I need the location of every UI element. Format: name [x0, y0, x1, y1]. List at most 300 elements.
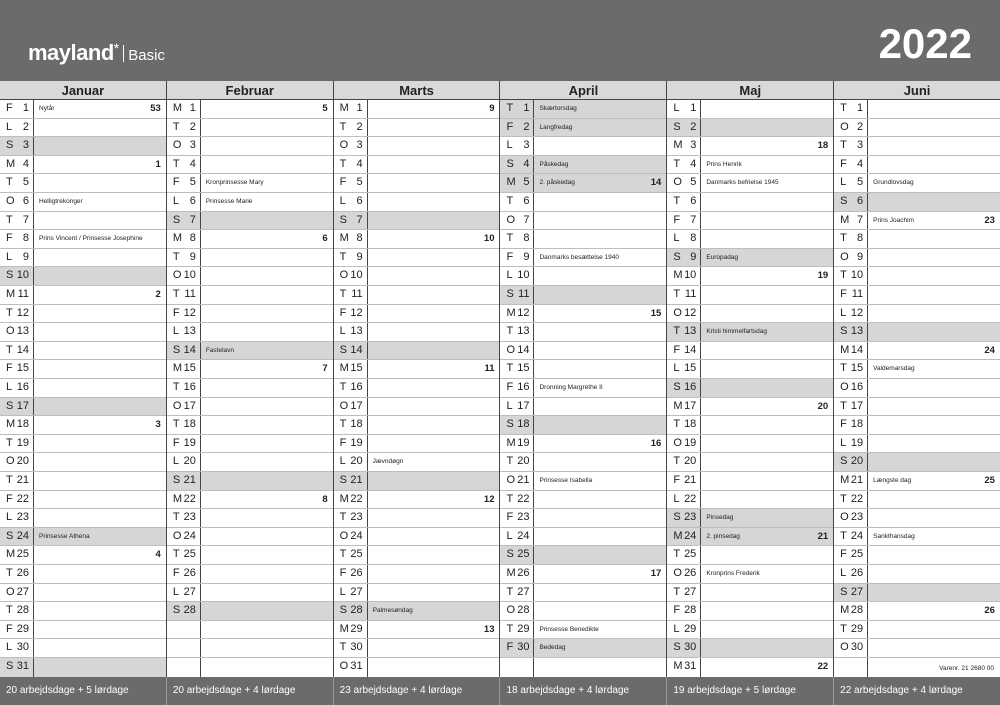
day-cell [0, 379, 34, 397]
weekday-letter: M [506, 436, 516, 449]
week-number: 8 [322, 493, 328, 505]
day-number: 2 [857, 120, 864, 133]
day-row [334, 621, 500, 640]
day-cell [167, 584, 201, 602]
day-row [0, 379, 166, 398]
month-name: Maj [667, 81, 833, 100]
weekday-letter: M [673, 660, 683, 672]
weekday-letter: M [673, 399, 683, 412]
day-row [0, 174, 166, 193]
day-number: 30 [16, 641, 29, 654]
weekday-letter: S [339, 213, 347, 226]
day-cell [0, 565, 34, 583]
weekday-letter: T [6, 213, 13, 226]
day-number: 1 [523, 102, 530, 114]
weekday-letter: S [172, 474, 181, 486]
weekday-letter: T [6, 567, 13, 579]
weekday-letter: S [840, 195, 848, 207]
weekday-letter: T [6, 306, 13, 319]
day-cell [667, 621, 701, 639]
weekday-letter: F [172, 176, 180, 189]
day-row [834, 286, 1000, 305]
weekday-letter: T [673, 585, 681, 598]
weekday-letter: F [339, 436, 347, 449]
month-footer-summary: 18 arbejdsdage + 4 lørdage [500, 677, 667, 705]
day-number: 30 [850, 641, 864, 654]
holiday-label: Længste dag [873, 477, 912, 484]
header-bar [0, 0, 1000, 81]
day-cell [0, 305, 34, 323]
day-number: 5 [22, 176, 29, 189]
day-row [334, 398, 500, 417]
day-row [0, 305, 166, 324]
day-row [334, 416, 500, 435]
day-row [500, 528, 666, 547]
weekday-letter: T [506, 622, 514, 635]
day-cell [834, 267, 868, 285]
day-number: 7 [523, 213, 530, 226]
day-row [0, 584, 166, 603]
weekday-letter: T [506, 362, 514, 375]
day-number: 20 [350, 455, 363, 468]
day-number: 16 [850, 381, 864, 393]
day-cell [167, 174, 201, 192]
weekday-letter: T [506, 102, 514, 114]
day-row [334, 137, 500, 156]
day-cell [334, 360, 368, 378]
day-row [500, 398, 666, 417]
day-number: 8 [690, 232, 697, 245]
weekday-letter: T [172, 418, 180, 431]
day-row [834, 249, 1000, 268]
day-row [0, 230, 166, 249]
weekday-letter: S [6, 529, 14, 542]
holiday-label: Prins Vincent / Prinsesse Josephine [39, 235, 143, 243]
holiday-label: Valdemarsdag [873, 365, 915, 373]
day-row [167, 416, 333, 435]
day-number: 21 [16, 474, 29, 486]
day-number: 13 [16, 325, 29, 338]
day-row [500, 453, 666, 472]
day-row [500, 360, 666, 379]
day-cell [334, 658, 368, 677]
day-number: 2 [189, 120, 196, 133]
day-number: 26 [850, 567, 864, 579]
holiday-label: Grundlovsdag [873, 179, 914, 187]
week-number: 9 [489, 103, 495, 114]
weekday-letter: M [840, 343, 850, 356]
day-cell [834, 416, 868, 434]
weekday-letter: T [506, 455, 514, 468]
holiday-label: Kronprins Frederik [706, 570, 760, 577]
weekday-letter: L [840, 176, 847, 189]
day-row [834, 360, 1000, 379]
weekday-letter: L [6, 641, 13, 654]
day-cell [0, 398, 34, 416]
day-number: 27 [16, 585, 29, 598]
weekday-letter: M [840, 604, 850, 617]
day-number: 27 [183, 585, 196, 598]
day-cell [0, 174, 34, 192]
day-row [500, 546, 666, 565]
day-cell [500, 100, 534, 118]
day-number: 10 [684, 269, 697, 282]
day-row [167, 174, 333, 193]
day-number: 5 [523, 176, 530, 189]
holiday-label: Påskedag [539, 160, 569, 168]
day-number: 31 [16, 660, 29, 672]
day-number: 15 [183, 362, 196, 375]
day-row [500, 249, 666, 268]
day-number: 31 [350, 660, 363, 672]
weekday-letter: L [673, 232, 680, 245]
weekday-letter: F [339, 306, 347, 319]
day-number: 16 [517, 381, 530, 393]
weekday-letter: L [6, 120, 13, 133]
day-cell [834, 119, 868, 137]
day-cell [334, 602, 368, 620]
day-cell [334, 379, 368, 397]
product-number: Varenr. 21 2680 00 [939, 665, 994, 672]
day-number: 24 [16, 529, 29, 542]
weekday-letter: M [339, 232, 349, 245]
day-row [500, 137, 666, 156]
day-row [334, 379, 500, 398]
day-cell [667, 119, 701, 137]
day-row [0, 658, 166, 677]
day-cell [167, 212, 201, 230]
week-number: 22 [817, 661, 829, 672]
day-number: 28 [350, 604, 363, 617]
day-number: 30 [517, 641, 530, 654]
day-row [334, 639, 500, 658]
day-cell [667, 360, 701, 378]
weekday-letter: T [339, 548, 347, 561]
day-row [834, 305, 1000, 324]
holiday-label: 2. påskedag [539, 179, 575, 187]
weekday-letter: F [172, 306, 180, 319]
day-cell [0, 249, 34, 267]
day-cell [167, 360, 201, 378]
day-cell [834, 398, 868, 416]
day-cell [667, 584, 701, 602]
day-number: 27 [517, 585, 530, 598]
weekday-letter: F [6, 102, 13, 114]
day-row [834, 323, 1000, 342]
weekday-letter: S [840, 585, 848, 598]
day-row [0, 267, 166, 286]
day-cell [167, 230, 201, 248]
day-number: 24 [183, 529, 196, 542]
day-row [167, 193, 333, 212]
day-row [334, 546, 500, 565]
day-number: 19 [684, 436, 697, 449]
day-row [0, 565, 166, 584]
day-cell [0, 472, 34, 490]
day-number: 26 [517, 567, 530, 579]
day-cell [500, 546, 534, 564]
day-number: 18 [684, 418, 697, 431]
day-cell [834, 546, 868, 564]
week-number: 21 [817, 530, 829, 542]
day-cell [500, 379, 534, 397]
day-cell [334, 435, 368, 453]
weekday-letter: L [840, 306, 847, 319]
day-cell [500, 156, 534, 174]
day-row [667, 230, 833, 249]
day-number: 3 [22, 139, 29, 152]
day-number: 11 [851, 288, 864, 300]
weekday-letter: S [673, 250, 681, 263]
day-cell [667, 286, 701, 304]
weekday-letter: M [6, 288, 16, 300]
day-cell [0, 267, 34, 285]
day-cell [167, 416, 201, 434]
day-row [167, 249, 333, 268]
holiday-label: Kristi himmelfartsdag [706, 328, 767, 336]
day-row [834, 100, 1000, 119]
weekday-letter: M [673, 139, 683, 152]
weekday-letter: O [172, 269, 182, 282]
weekday-letter: F [506, 120, 514, 133]
day-cell [667, 435, 701, 453]
weekday-letter: T [840, 139, 847, 152]
weekday-letter: O [339, 660, 349, 672]
day-cell [334, 174, 368, 192]
day-row [0, 435, 166, 454]
day-cell [167, 639, 201, 657]
day-row [0, 509, 166, 528]
day-row [667, 546, 833, 565]
day-row [667, 453, 833, 472]
day-number: 12 [183, 306, 196, 319]
day-row [0, 342, 166, 361]
day-number: 8 [189, 232, 196, 245]
day-cell [500, 528, 534, 546]
day-number: 8 [857, 232, 864, 245]
brand-name: mayland [28, 40, 114, 65]
month-name: Juni [834, 81, 1000, 100]
weekday-letter: F [840, 548, 847, 561]
weekday-letter: S [339, 343, 347, 356]
day-cell [834, 174, 868, 192]
day-cell [834, 379, 868, 397]
weekday-letter: F [840, 418, 847, 431]
day-number: 25 [183, 548, 196, 561]
weekday-letter: L [506, 399, 513, 412]
day-number: 16 [350, 381, 363, 393]
day-number: 10 [183, 269, 196, 282]
day-number: 23 [517, 511, 530, 524]
holiday-label: Prinsesse Marie [205, 198, 253, 205]
day-number: 6 [189, 195, 196, 207]
day-cell [834, 137, 868, 155]
day-number: 5 [189, 176, 196, 189]
day-number: 4 [523, 157, 530, 170]
day-cell [0, 528, 34, 546]
day-row [500, 602, 666, 621]
day-number: 29 [850, 622, 864, 635]
weekday-letter: O [840, 511, 849, 524]
day-cell [167, 565, 201, 583]
day-number: 28 [850, 604, 864, 617]
weekday-letter: T [506, 195, 514, 207]
day-cell [834, 230, 868, 248]
weekday-letter: T [172, 157, 180, 170]
weekday-letter: T [673, 195, 681, 207]
day-row [834, 565, 1000, 584]
day-cell [667, 212, 701, 230]
day-number: 3 [356, 139, 363, 152]
day-number: 25 [350, 548, 363, 561]
day-row [500, 472, 666, 491]
day-cell [667, 379, 701, 397]
holiday-label: Prins Henrik [706, 160, 742, 168]
day-cell [667, 472, 701, 490]
day-cell [834, 621, 868, 639]
weekday-letter: F [840, 288, 847, 300]
day-number: 16 [183, 381, 196, 393]
holiday-label: Fastelavn [205, 346, 235, 354]
weekday-letter: T [840, 232, 847, 245]
day-row [167, 360, 333, 379]
holiday-label: Danmarks befrielse 1945 [706, 179, 779, 187]
weekday-letter: F [339, 567, 347, 579]
day-cell [334, 621, 368, 639]
holiday-label: Dronning Margrethe II [539, 384, 603, 391]
weekday-letter: F [673, 343, 681, 356]
weekday-letter: S [840, 455, 848, 468]
weekday-letter: T [840, 399, 847, 412]
holiday-label: Bededag [539, 644, 566, 652]
day-row [667, 156, 833, 175]
day-row [834, 435, 1000, 454]
day-row [667, 342, 833, 361]
weekday-letter: T [339, 641, 347, 654]
day-number: 3 [857, 139, 864, 152]
day-cell [334, 546, 368, 564]
weekday-letter: O [506, 604, 516, 617]
day-number: 13 [684, 325, 697, 338]
day-row [167, 584, 333, 603]
day-cell [667, 137, 701, 155]
day-row [500, 379, 666, 398]
day-number: 19 [183, 436, 196, 449]
day-row [0, 119, 166, 138]
weekday-letter: L [172, 325, 179, 338]
weekday-letter: S [6, 399, 14, 412]
weekday-letter: L [506, 269, 513, 282]
day-row [167, 435, 333, 454]
day-row [500, 323, 666, 342]
holiday-label: Jævndøgn [372, 458, 404, 466]
day-row [167, 509, 333, 528]
day-number: 18 [517, 418, 530, 431]
day-row [667, 286, 833, 305]
weekday-letter: M [172, 492, 182, 505]
day-number: 7 [690, 213, 697, 226]
weekday-letter: T [6, 604, 13, 617]
day-cell [500, 342, 534, 360]
day-number: 7 [22, 213, 29, 226]
day-number: 7 [857, 213, 864, 226]
weekday-letter: F [6, 232, 13, 245]
weekday-letter: T [840, 622, 847, 635]
day-cell [334, 565, 368, 583]
day-cell [0, 658, 34, 677]
weekday-letter: O [673, 436, 682, 449]
week-number: 2 [155, 289, 161, 300]
weekday-letter: T [339, 511, 347, 524]
day-number: 10 [517, 269, 530, 282]
weekday-letter: L [339, 195, 346, 207]
weekday-letter: F [6, 362, 13, 375]
weekday-letter: O [339, 529, 349, 542]
weekday-letter: S [506, 288, 514, 300]
week-number: 25 [984, 475, 995, 486]
weekday-letter: O [339, 139, 349, 152]
day-row [667, 267, 833, 286]
weekday-letter: O [840, 250, 849, 263]
day-cell [667, 249, 701, 267]
week-number: 16 [650, 437, 662, 449]
day-row [667, 100, 833, 119]
day-number: 3 [189, 139, 196, 152]
day-cell [834, 100, 868, 118]
holiday-label: Prins Joachim [873, 216, 914, 224]
day-number: 22 [517, 492, 530, 505]
day-row [334, 174, 500, 193]
day-cell [334, 491, 368, 509]
weekday-letter: O [506, 343, 516, 356]
day-row [834, 398, 1000, 417]
day-number: 15 [16, 362, 29, 375]
day-number: 4 [189, 157, 196, 170]
week-number: 53 [150, 103, 161, 114]
weekday-letter: L [339, 585, 346, 598]
day-number: 15 [850, 362, 864, 375]
weekday-letter: L [6, 511, 13, 524]
day-cell [667, 230, 701, 248]
day-cell [0, 323, 34, 341]
weekday-letter: F [840, 157, 847, 170]
holiday-label: Langfredag [539, 123, 573, 131]
holiday-label: Prinsesse Isabella [539, 477, 593, 484]
week-number: 11 [484, 363, 495, 375]
day-row [667, 137, 833, 156]
weekday-letter: T [6, 176, 13, 189]
day-row [500, 193, 666, 212]
day-row [667, 360, 833, 379]
weekday-letter: T [6, 436, 13, 449]
day-row [167, 156, 333, 175]
day-row [834, 639, 1000, 658]
day-cell [167, 342, 201, 360]
day-row [334, 119, 500, 138]
weekday-letter: T [673, 418, 681, 431]
day-cell [834, 305, 868, 323]
holiday-label: Pinsedag [706, 514, 734, 522]
day-row [667, 658, 833, 677]
day-cell [167, 323, 201, 341]
day-cell [834, 286, 868, 304]
day-number: 15 [350, 362, 363, 375]
day-cell [667, 602, 701, 620]
weekday-letter: F [339, 176, 347, 189]
day-number: 6 [523, 195, 530, 207]
day-cell [834, 156, 868, 174]
day-number: 23 [850, 511, 864, 524]
